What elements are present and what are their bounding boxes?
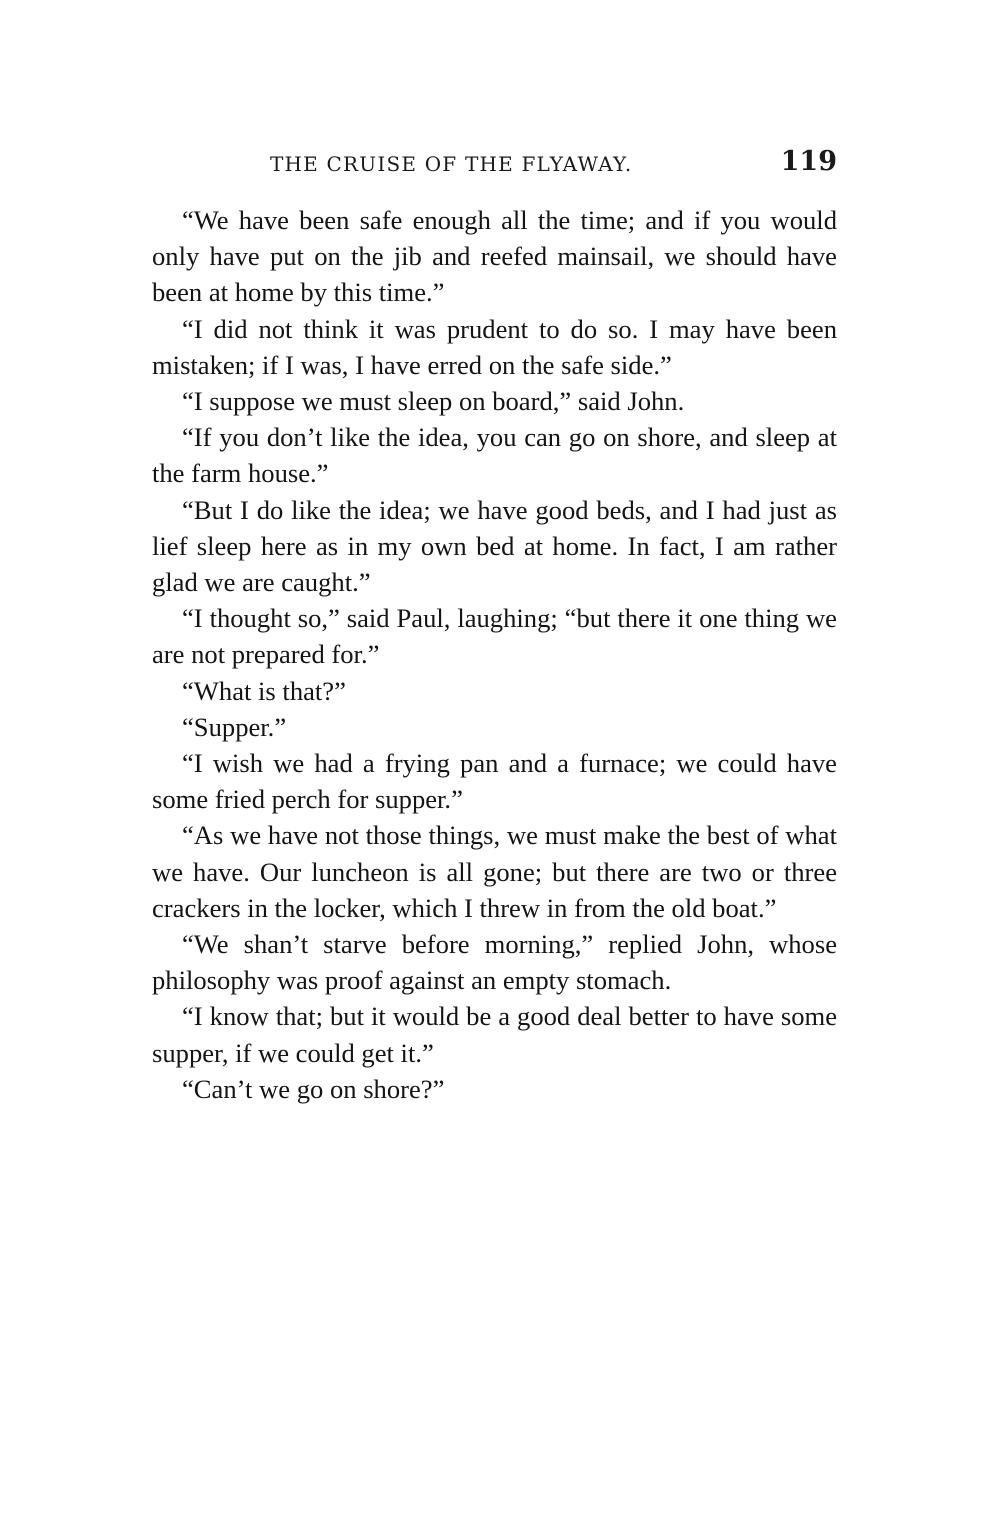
paragraph: “Can’t we go on shore?”: [182, 1073, 445, 1104]
paragraph: “Supper.”: [182, 711, 287, 742]
page-number: 119: [780, 146, 837, 177]
body-text: [152, 202, 837, 1107]
paragraph: “As we have not those things, we must make the best of what we have. Our luncheon is all gone; but there are two or three crackers in the locker, which I threw in from the old boat.”: [152, 820, 837, 923]
paragraph: “I suppose we must sleep on board,” said John.: [182, 386, 685, 417]
paragraph: “We shan’t starve before morning,” replied John, whose philosophy was proof against an empty stomach.: [152, 929, 837, 996]
paragraph: “I thought so,” said Paul, laughing; “but there it one thing we are not prepared for.”: [152, 603, 837, 670]
paragraph: “I know that; but it would be a good deal better to have some supper, if we could get it.”: [152, 1001, 837, 1068]
running-head: [152, 146, 837, 186]
running-title: THE CRUISE OF THE FLYAWAY.: [270, 152, 633, 176]
paragraph: “But I do like the idea; we have good beds, and I had just as lief sleep here as in my own bed at home. In fact, I am rather glad we are caught.”: [152, 494, 837, 598]
paragraph: “We have been safe enough all the time; and if you would only have put on the jib and reefed mainsail, we should have been at home by this time.”: [152, 205, 837, 308]
paragraph: “What is that?”: [182, 675, 346, 706]
paragraph: “I did not think it was prudent to do so. I may have been mistaken; if I was, I have erred on the safe side.”: [152, 313, 837, 380]
paragraph: “If you don’t like the idea, you can go on shore, and sleep at the farm house.”: [152, 422, 837, 489]
paragraph: “I wish we had a frying pan and a furnace; we could have some fried perch for supper.”: [152, 748, 837, 815]
